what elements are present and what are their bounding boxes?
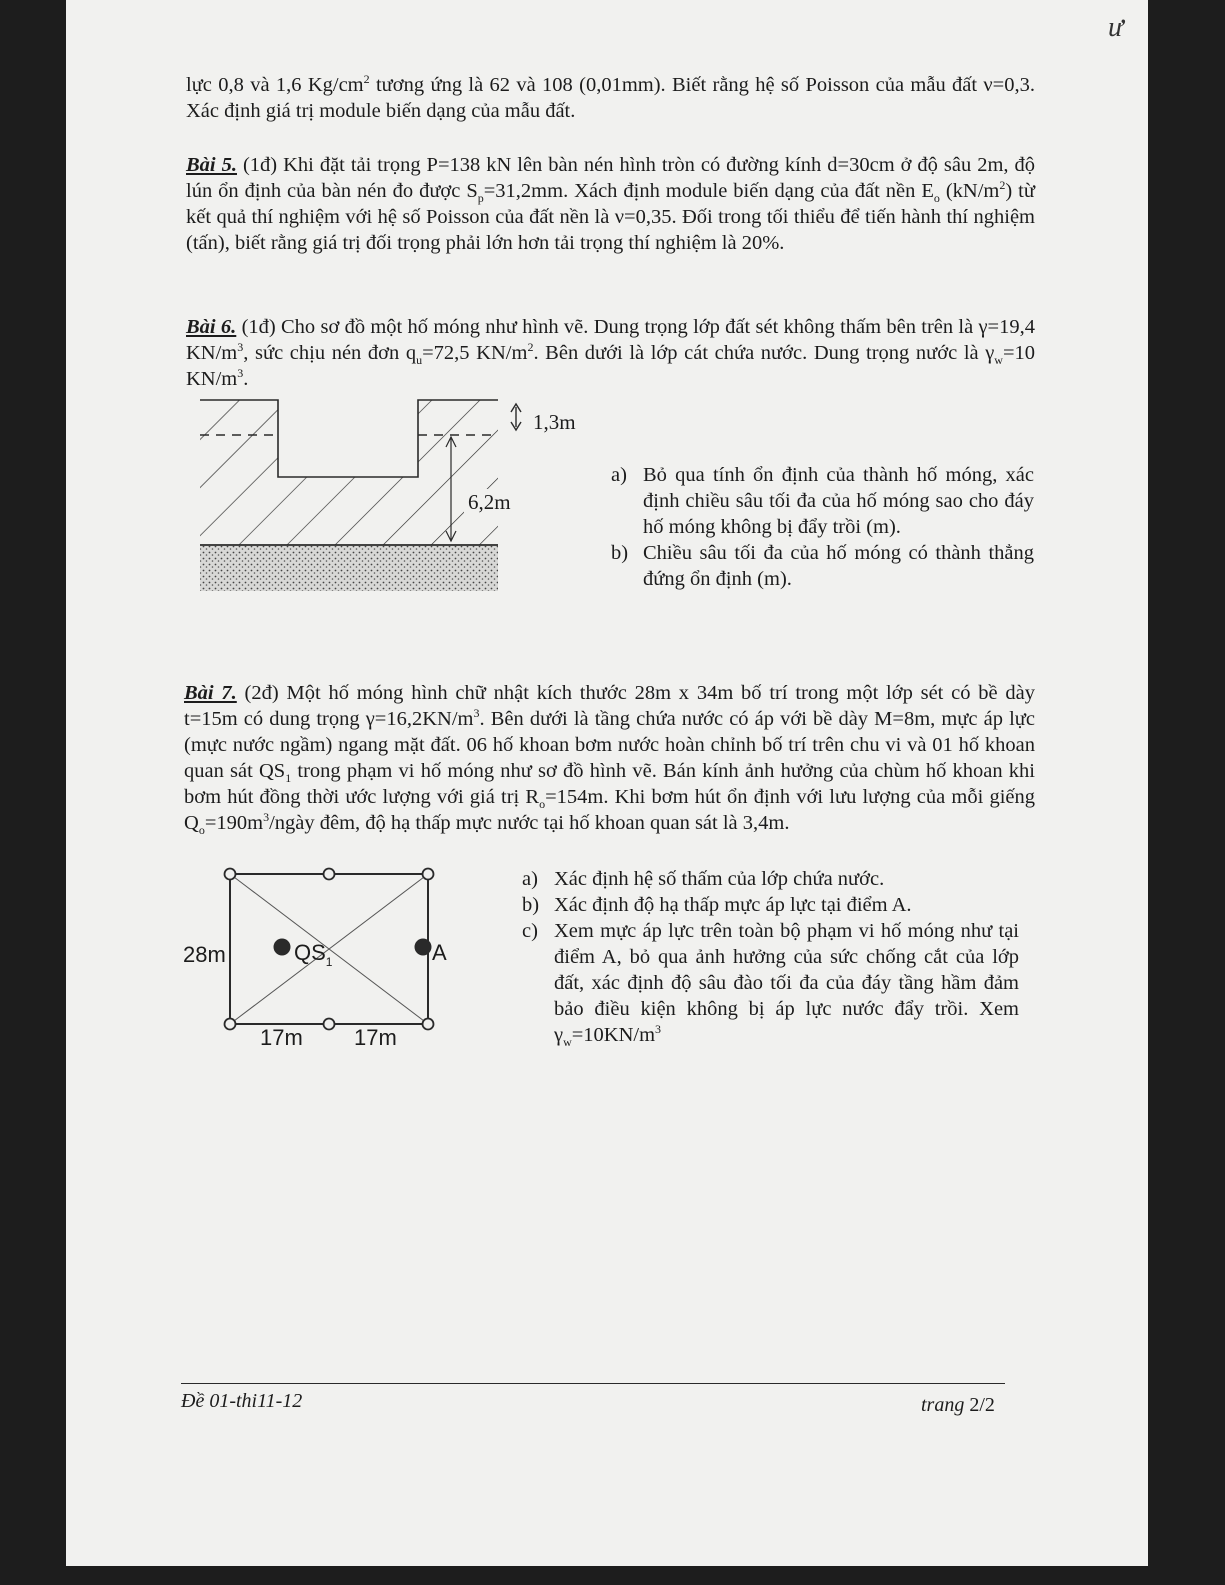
- bai7-paragraph: Bài 7. (2đ) Một hố móng hình chữ nhật kích thước 28m x 34m bố trí trong một lớp sét có bề dày t=15m có dung trọng $\gamma=16,2KN/m^3$. Bên dưới là tầng chứa nước có áp với bề dày M=8m, mực áp lực (mực nước ngầm) ngang mặt đất. 06 hố khoan bơm nước hoàn chỉnh bố trí trên chu vi và 01 hố khoan quan sát $QS_1$ trong phạm vi hố móng như sơ đồ hình vẽ. Bán kính ảnh hưởng của chùm hố khoan khi bơm hút đồng thời ước lượng với giá trị $R_o=154m$. Khi bơm hút ổn định với lưu lượng của mỗi giếng $Q_o=190m^3$/ngày đêm, độ hạ thấp mực nước tại hố khoan quan sát là 3,4m.: [184, 682, 1036, 838]
- a-label: A: [432, 940, 447, 965]
- footer-page-number: trang 2/2: [921, 1394, 995, 1416]
- observation-well-qs1: [274, 939, 291, 956]
- bai6-label: Bài 6.: [186, 316, 237, 338]
- qs-label: $QS_1$: [294, 940, 333, 969]
- depth-label-1: 1,3m: [533, 410, 576, 434]
- excavation-pit-figure: [196, 395, 596, 595]
- pumping-well: [225, 869, 236, 880]
- bai7-questions: [522, 866, 1019, 1048]
- bai7-label: Bài 7.: [184, 682, 237, 704]
- corner-handwritten-mark: ư: [1108, 12, 1124, 43]
- bai7-question-b: b) Xác định độ hạ thấp mực áp lực tại điểm A.: [522, 894, 912, 916]
- pumping-well: [423, 869, 434, 880]
- bai6-question-b: b) Chiều sâu tối đa của hố móng có thành thẳng đứng ổn định (m).: [611, 542, 1034, 590]
- sand-layer: [200, 546, 498, 591]
- pumping-well: [324, 1019, 335, 1030]
- bai6-questions: [611, 462, 1034, 592]
- bai5-paragraph: Bài 5. (1đ) Khi đặt tải trọng P=138 kN lên bàn nén hình tròn có đường kính d=30cm ở độ sâu 2m, độ lún ổn định của bàn nén đo được $S_p=31,2mm$. Xách định module biến dạng của đất nền $E_o$ $(kN/m^2)$ từ kết quả thí nghiệm với hệ số Poisson của đất nền là ν=0,35. Đối trong tối thiểu để tiến hành thí nghiệm (tấn), biết rằng giá trị đối trọng phải lớn hơn tải trọng thí nghiệm là 20%.: [186, 154, 1036, 254]
- width-label-2: 17m: [354, 1025, 397, 1050]
- pumping-well: [423, 1019, 434, 1030]
- height-label: 28m: [183, 942, 226, 967]
- pumping-well: [324, 869, 335, 880]
- clay-layer: [196, 395, 506, 550]
- bai5-label: Bài 5.: [186, 154, 237, 176]
- depth-arrow-1: [511, 404, 521, 430]
- pumping-well: [225, 1019, 236, 1030]
- footer-exam-code: Đề 01-thi11-12: [181, 1390, 303, 1412]
- point-a-marker: [415, 939, 432, 956]
- bai6-paragraph: Bài 6. (1đ) Cho sơ đồ một hố móng như hình vẽ. Dung trọng lớp đất sét không thấm bên trên là γ=19,4 $KN/m^3$, sức chịu nén đơn $q_u=72,5$ $KN/m^2$. Bên dưới là lớp cát chứa nước. Dung trọng nước là $\gamma_w=10$ $KN/m^3$.: [186, 316, 1036, 390]
- bai6-question-a: a) Bỏ qua tính ổn định của thành hố móng, xác định chiều sâu tối đa của hố móng sao cho đáy hố móng không bị đẩy trồi (m).: [611, 464, 1034, 538]
- depth-label-2: 6,2m: [468, 490, 511, 514]
- bai7-question-a: a) Xác định hệ số thấm của lớp chứa nước.: [522, 868, 885, 890]
- width-label-1: 17m: [260, 1025, 303, 1050]
- well-layout-figure: [178, 862, 478, 1054]
- bai7-question-c: c) Xem mực áp lực trên toàn bộ phạm vi hố móng như tại điểm A, bỏ qua ảnh hưởng của sức chống cắt của lớp đất, xác định độ sâu đào tối đa của đáy tầng hầm đảm bảo điều kiện không bị áp lực nước đẩy trồi. Xem $\gamma_w=10KN/m^3$: [522, 920, 1019, 1050]
- footer-rule: [181, 1383, 1005, 1384]
- intro-paragraph: lực 0,8 và 1,6 $Kg/cm^2$ tương ứng là 62 và 108 (0,01mm). Biết rằng hệ số Poisson của mẫu đất ν=0,3. Xác định giá trị module biến dạng của mẫu đất.: [186, 72, 1035, 122]
